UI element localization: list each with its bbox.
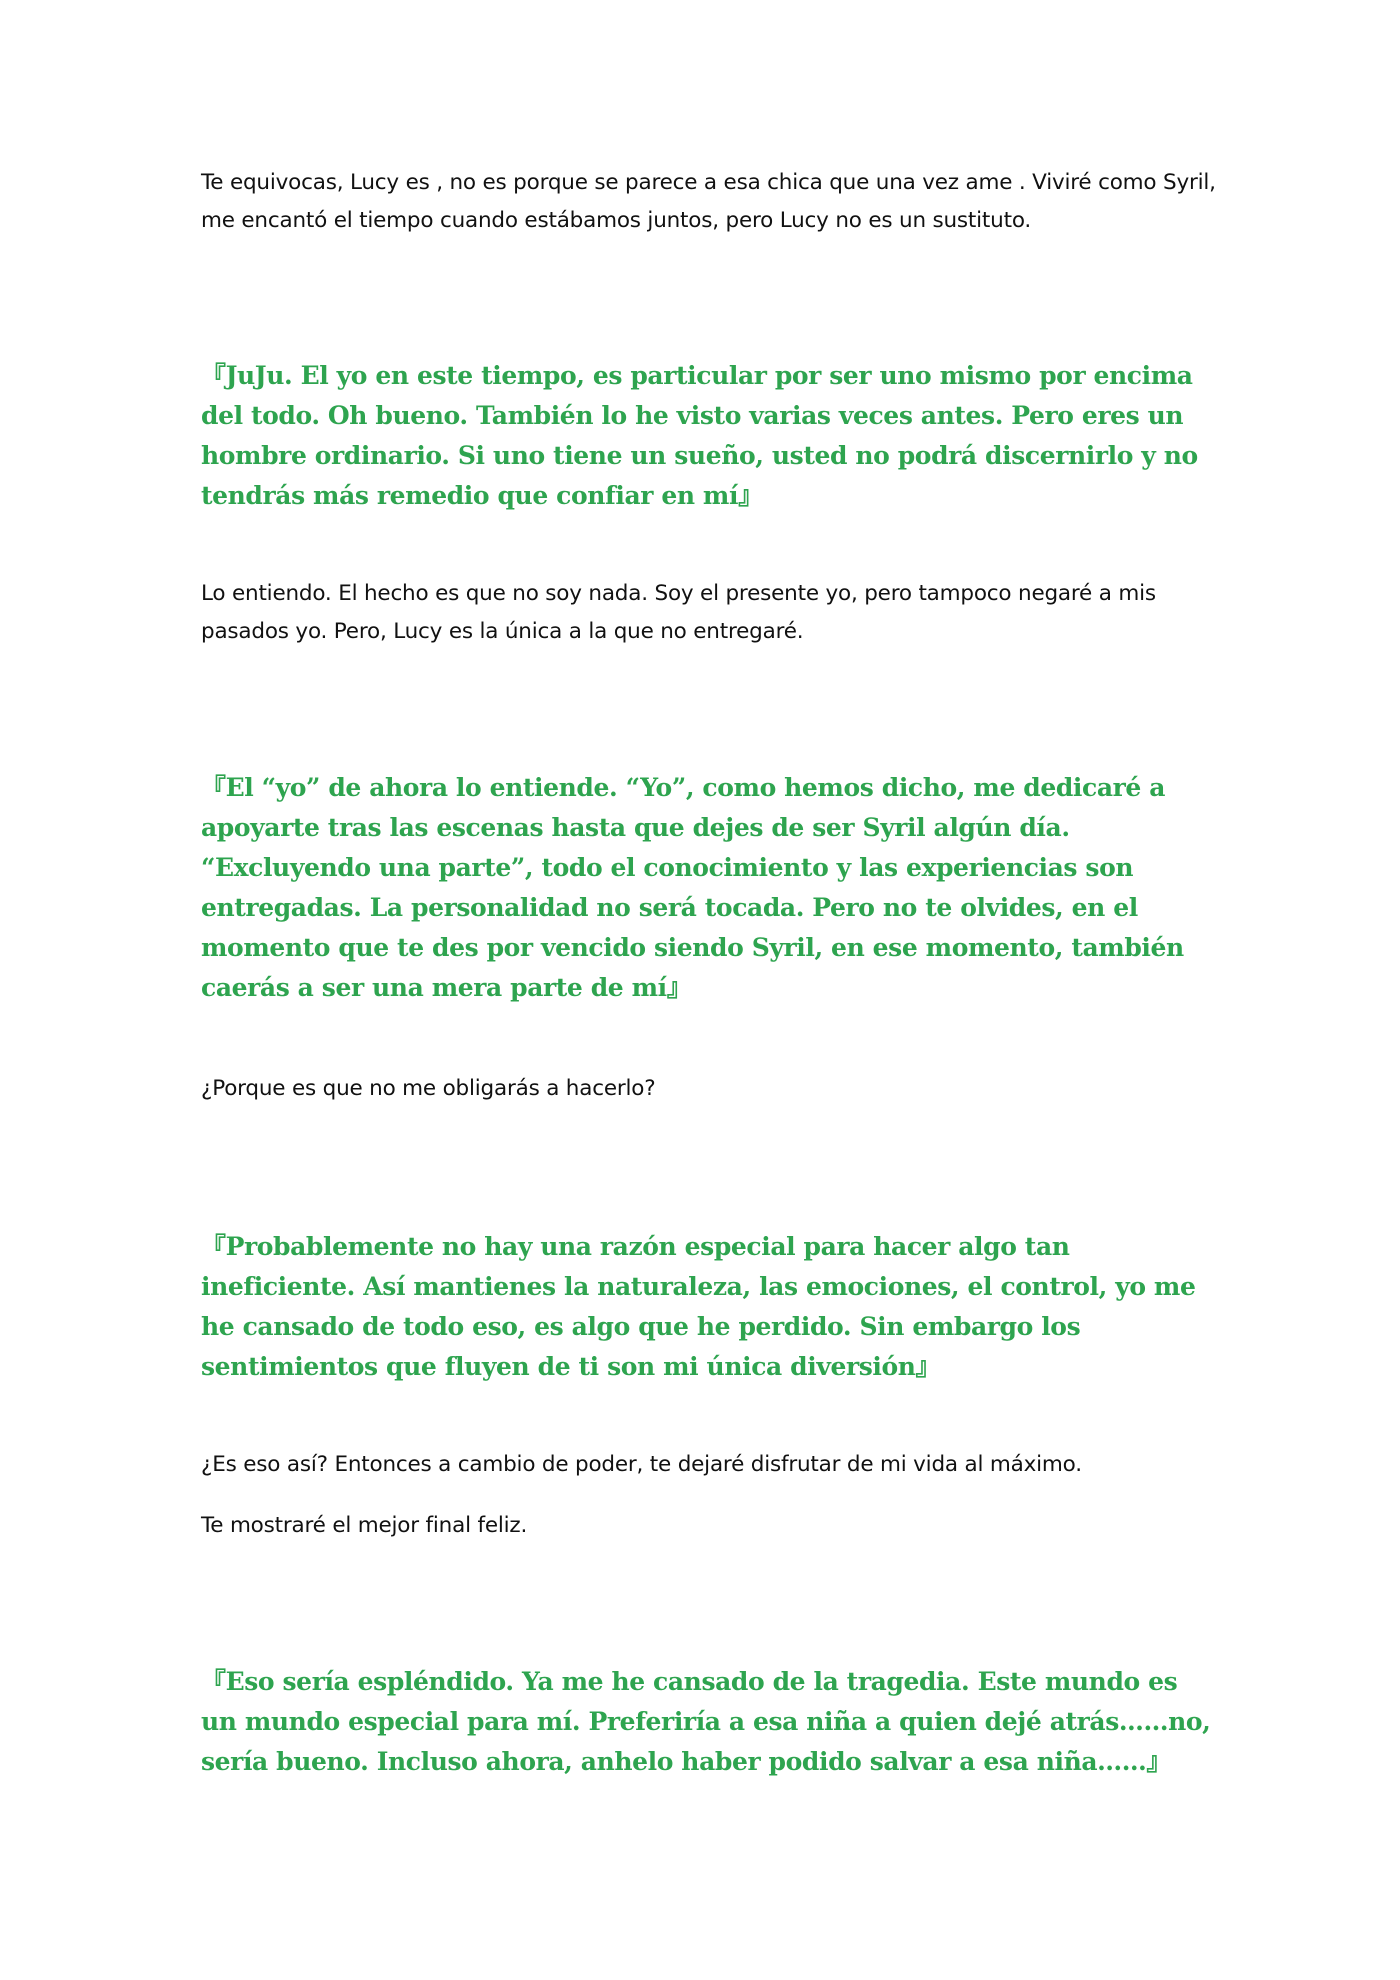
narration-paragraph-3: ¿Porque es que no me obligarás a hacerlo?	[201, 1076, 656, 1101]
voice-paragraph-4: 『Eso sería espléndido. Ya me he cansado de la tragedia. Este mundo es un mundo especial para mí. Preferiría a esa niña a quien dejé atrás……no, sería bueno. Incluso ahora, anhelo haber podido salvar a esa niña……』	[201, 1667, 1211, 1776]
voice-paragraph-3: 『Probablemente no hay una razón especial para hacer algo tan ineficiente. Así mantienes la naturaleza, las emociones, el control, yo me he cansado de todo eso, es algo que he perdido. Sin embargo los sentimientos que fluyen de ti son mi única diversión』	[201, 1232, 1196, 1381]
narration-paragraph-2: Lo entiendo. El hecho es que no soy nada. Soy el presente yo, pero tampoco negaré a mis pasados yo. Pero, Lucy es la única a la que no entregaré.	[201, 581, 1156, 644]
voice-paragraph-2: 『El “yo” de ahora lo entiende. “Yo”, como hemos dicho, me dedicaré a apoyarte tras las escenas hasta que dejes de ser Syril algún día. “Excluyendo una parte”, todo el conocimiento y las experiencias son entregadas. La personalidad no será tocada. Pero no te olvides, en el momento que te des por vencido siendo Syril, en ese momento, también caerás a ser una mera parte de mí』	[201, 773, 1184, 1002]
narration-paragraph-4: ¿Es eso así? Entonces a cambio de poder, te dejaré disfrutar de mi vida al máximo.	[201, 1452, 1082, 1477]
narration-paragraph-1: Te equivocas, Lucy es , no es porque se parece a esa chica que una vez ame . Viviré como Syril, me encantó el tiempo cuando estábamos juntos, pero Lucy no es un sustituto.	[201, 170, 1216, 233]
voice-paragraph-1: 『JuJu. El yo en este tiempo, es particular por ser uno mismo por encima del todo. Oh bueno. También lo he visto varias veces antes. Pero eres un hombre ordinario. Si uno tiene un sueño, usted no podrá discernirlo y no tendrás más remedio que confiar en mí』	[201, 361, 1198, 510]
narration-paragraph-5: Te mostraré el mejor final feliz.	[201, 1513, 528, 1538]
